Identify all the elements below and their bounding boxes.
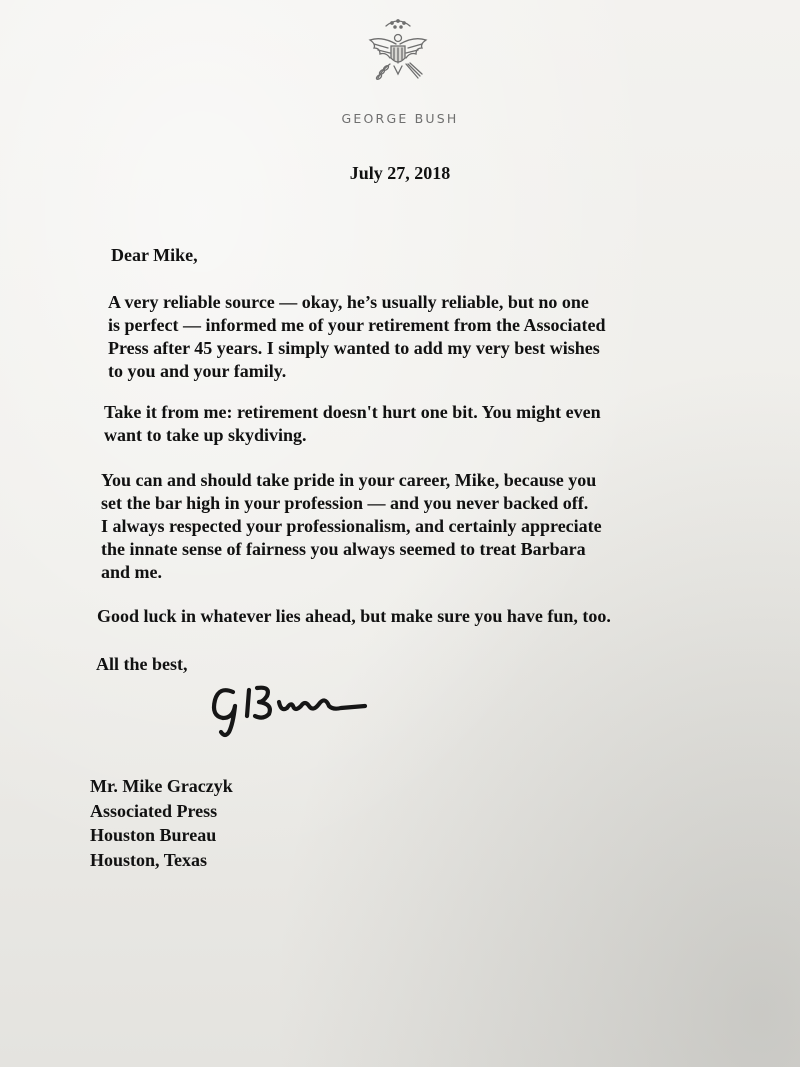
paragraph-line: is perfect — informed me of your retirement from the Associated (108, 315, 606, 335)
paragraph-line: the innate sense of fairness you always seemed to treat Barbara (101, 539, 586, 559)
paragraph-2 (104, 401, 601, 447)
letterhead-name: GEORGE BUSH (341, 111, 459, 126)
address-line: Mr. Mike Graczyk (90, 776, 233, 796)
paragraph-line: Take it from me: retirement doesn't hurt one bit. You might even (104, 402, 601, 422)
paragraph-line: Good luck in whatever lies ahead, but make sure you have fun, too. (97, 606, 611, 626)
paragraph-3 (101, 469, 602, 584)
address-line: Associated Press (90, 800, 218, 821)
paragraph-line: A very reliable source — okay, he’s usually reliable, but no one (108, 292, 589, 312)
handwritten-signature (205, 672, 375, 742)
paragraph-line: You can and should take pride in your career, Mike, because you (101, 470, 597, 490)
paragraph-line: set the bar high in your profession — and you never backed off. (101, 493, 589, 513)
letter-date: July 27, 2018 (349, 163, 451, 183)
paragraph-1 (108, 291, 606, 383)
address-line: Houston, Texas (90, 849, 208, 870)
address-line: Houston Bureau (90, 825, 217, 845)
recipient-address (90, 774, 233, 872)
paragraph-line: I always respected your professionalism, and certainly appreciate (101, 516, 602, 536)
paragraph-4 (97, 605, 611, 628)
paragraph-line: and me. (101, 562, 163, 582)
closing: All the best, (96, 654, 188, 674)
paragraph-line: Press after 45 years. I simply wanted to add my very best wishes (108, 338, 600, 358)
paragraph-line: want to take up skydiving. (104, 425, 307, 445)
eagle-seal-icon (360, 14, 436, 92)
paragraph-line: to you and your family. (108, 361, 287, 381)
salutation: Dear Mike, (111, 245, 198, 265)
